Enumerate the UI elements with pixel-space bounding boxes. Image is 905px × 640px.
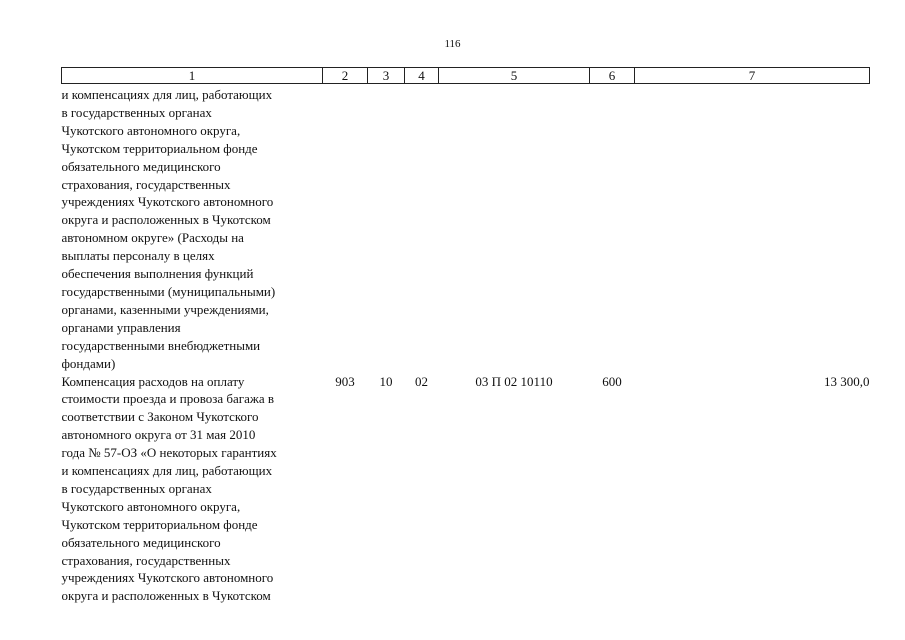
table-row xyxy=(62,373,870,606)
description-line: обязательного медицинского xyxy=(61,534,221,550)
description-line: страхования, государственных xyxy=(61,552,231,568)
cell-ministry-code: 903 xyxy=(335,373,355,389)
cell-ministry-code xyxy=(323,84,368,373)
header-col-6: 6 xyxy=(590,68,635,84)
description-line: автономного округа от 31 мая 2010 xyxy=(61,427,256,443)
cell-subsection xyxy=(405,84,439,373)
description-line: Чукотском территориальном фонде xyxy=(61,516,258,532)
cell-target-article xyxy=(439,84,590,373)
description-line: соответствии с Законом Чукотского xyxy=(61,409,259,425)
header-col-4: 4 xyxy=(405,68,439,84)
description-line: государственными (муниципальными) xyxy=(61,283,276,299)
description-line: обеспечения выполнения функций xyxy=(61,266,254,282)
cell-amount xyxy=(635,84,870,373)
budget-table xyxy=(61,67,870,605)
description-line: автономном округе» (Расходы на xyxy=(61,230,244,246)
description-line: Чукотского автономного округа, xyxy=(61,498,241,514)
header-col-7: 7 xyxy=(635,68,870,84)
description-line: округа и расположенных в Чукотском xyxy=(61,588,271,604)
cell-subsection: 02 xyxy=(415,373,428,389)
description-line: Компенсация расходов на оплату xyxy=(61,373,245,389)
description-line: фондами) xyxy=(61,355,116,371)
description-line: Чукотском территориальном фонде xyxy=(61,140,258,156)
header-col-1: 1 xyxy=(62,68,323,84)
row-description xyxy=(62,84,323,373)
cell-amount: 13 300,0 xyxy=(824,373,870,389)
description-line: Чукотского автономного округа, xyxy=(61,122,241,138)
cell-expense-type xyxy=(590,84,635,373)
page-number: 116 xyxy=(444,38,461,50)
row-description xyxy=(62,373,323,606)
description-line: органами, казенными учреждениями, xyxy=(61,301,269,317)
description-line: округа и расположенных в Чукотском xyxy=(61,212,271,228)
cell-section xyxy=(368,84,405,373)
description-line: органами управления xyxy=(61,319,181,335)
cell-target-article: 03 П 02 10110 xyxy=(475,373,553,389)
description-line: в государственных органах xyxy=(61,480,212,496)
description-line: года № 57-ОЗ «О некоторых гарантиях xyxy=(61,445,277,461)
description-line: и компенсациях для лиц, работающих xyxy=(61,87,273,102)
description-line: стоимости проезда и провоза багажа в xyxy=(61,391,275,407)
description-line: учреждениях Чукотского автономного xyxy=(61,570,274,586)
description-line: в государственных органах xyxy=(61,104,212,120)
header-row xyxy=(62,68,870,84)
description-line: страхования, государственных xyxy=(61,176,231,192)
header-col-5: 5 xyxy=(439,68,590,84)
description-line: и компенсациях для лиц, работающих xyxy=(61,463,273,479)
description-line: обязательного медицинского xyxy=(61,158,221,174)
cell-expense-type: 600 xyxy=(602,373,622,389)
header-col-2: 2 xyxy=(323,68,368,84)
table-row xyxy=(62,84,870,373)
description-line: государственными внебюджетными xyxy=(61,337,261,353)
description-line: выплаты персоналу в целях xyxy=(61,248,215,264)
cell-section: 10 xyxy=(379,373,393,389)
description-line: учреждениях Чукотского автономного xyxy=(61,194,274,210)
header-col-3: 3 xyxy=(368,68,405,84)
